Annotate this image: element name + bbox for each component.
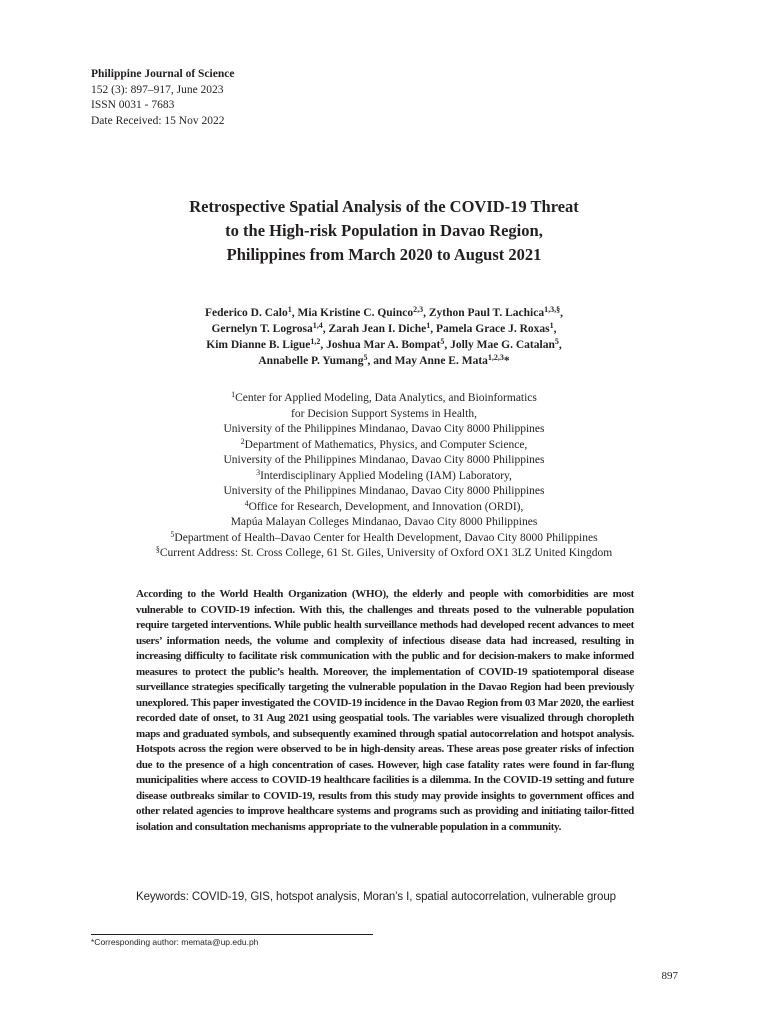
affiliation-line <box>0 484 768 500</box>
journal-issn: ISSN 0031 - 7683 <box>91 99 175 111</box>
affiliation-line <box>0 515 768 531</box>
author-name: Federico D. Calo <box>205 307 288 319</box>
title-line: Retrospective Spatial Analysis of the COVID-19 Threat <box>189 197 579 216</box>
affiliation-line <box>0 407 768 423</box>
author-separator: , <box>558 339 562 351</box>
affiliation-text: Center for Applied Modeling, Data Analytics, and Bioinformatics <box>235 392 537 404</box>
abstract-text: According to the World Health Organization (WHO), the elderly and people with comorbidities are most vulnerable to COVID-19 infection. With this, the challenges and threats posed to the vulnerable population require targeted interventions. While public health surveillance methods had developed recent advances to meet users’ information needs, the volume and complexity of infectious disease data had increased, resulting in increasing difficulty to facilitate risk communication with the public and for decision-makers to make informed measures to protect the public’s health. Moreover, the implementation of COVID-19 spatiotemporal disease surveillance strategies specifically targeting the vulnerable population in the Davao Region had been previously unexplored. This paper investigated the COVID-19 incidence in the Davao Region from 03 Mar 2020, the earliest recorded date of onset, to 31 Aug 2021 using geospatial tools. The variables were visualized through choropleth maps and graduated symbols, and subsequently examined through spatial autocorrelation and hotspot analysis. Hotspots across the region were observed to be in high-density areas. These areas pose greater risks of infection due to the presence of a high concentration of cases. However, high case fatality rates were found in far-flung municipalities where access to COVID-19 healthcare facilities is a dilemma. In the COVID-19 setting and future disease outbreaks similar to COVID-19, results from this study may provide insights to government offices and other related agencies to improve healthcare systems and programs such as providing and initiating tailor-fitted isolation and consultation mechanisms appropriate to the vulnerable population in a community. <box>136 588 634 833</box>
author-affiliation-marker: 5 <box>554 337 559 346</box>
author-name: Zython Paul T. Lachica <box>428 307 545 319</box>
affiliation-text: University of the Philippines Mindanao, Davao City 8000 Philippines <box>223 423 545 435</box>
author-affiliation-marker: 5 <box>363 353 368 362</box>
abstract <box>136 587 634 835</box>
author-affiliation-marker: 5 <box>440 337 445 346</box>
journal-name: Philippine Journal of Science <box>91 68 235 80</box>
page-number: 897 <box>661 970 678 982</box>
affiliation-list <box>0 391 768 562</box>
author-separator: , and <box>367 355 395 367</box>
affiliation-text: Current Address: St. Cross College, 61 St. Giles, University of Oxford OX1 3LZ United Kingdom <box>159 547 613 559</box>
author-line <box>0 353 768 369</box>
title-line: Philippines from March 2020 to August 2021 <box>226 245 542 264</box>
affiliation-marker: 5 <box>170 529 175 539</box>
journal-volume: 152 (3): 897–917, June 2023 <box>91 83 224 96</box>
author-name: Annabelle P. Yumang <box>258 355 364 367</box>
author-name: Mia Kristine C. Quinco <box>297 307 414 319</box>
affiliation-line <box>0 500 768 516</box>
affiliation-text: Department of Health–Davao Center for Health Development, Davao City 8000 Philippines <box>174 531 598 544</box>
author-separator: , <box>430 323 436 335</box>
keywords: Keywords: COVID-19, GIS, hotspot analysis, Moran’s I, spatial autocorrelation, vulnerable group <box>136 891 616 903</box>
affiliation-text: Department of Mathematics, Physics, and Computer Science, <box>244 438 528 451</box>
affiliation-text: University of the Philippines Mindanao, Davao City 8000 Philippines <box>223 454 545 466</box>
author-affiliation-marker: 2,3 <box>413 305 424 314</box>
affiliation-line <box>0 422 768 438</box>
author-separator: , <box>423 307 429 319</box>
author-affiliation-marker: 1,2,3 <box>487 353 504 362</box>
affiliation-text: Interdisciplinary Applied Modeling (IAM) Laboratory, <box>260 469 512 482</box>
affiliation-text: Office for Research, Development, and Innovation (ORDI), <box>248 500 524 513</box>
affiliation-text: Mapúa Malayan Colleges Mindanao, Davao City 8000 Philippines <box>230 516 538 528</box>
author-affiliation-marker: 1 <box>287 305 292 314</box>
affiliation-marker: 4 <box>244 498 249 508</box>
author-separator: , <box>444 339 451 351</box>
title-line: to the High-risk Population in Davao Region, <box>225 221 543 240</box>
affiliation-marker: 3 <box>256 467 261 477</box>
affiliation-line <box>0 453 768 469</box>
author-line <box>0 321 768 337</box>
author-affiliation-marker: 1 <box>426 321 431 330</box>
affiliation-marker: 2 <box>240 436 245 446</box>
author-affiliation-marker: 1,3,§ <box>544 305 561 314</box>
author-separator: , <box>291 307 298 319</box>
author-separator: , <box>320 339 327 351</box>
author-affiliation-marker: 1,4 <box>312 321 323 330</box>
affiliation-marker: § <box>155 545 160 554</box>
affiliation-line <box>0 438 768 454</box>
footnote-divider <box>91 934 373 935</box>
date-received: Date Received: 15 Nov 2022 <box>91 114 225 127</box>
author-list <box>0 305 768 369</box>
author-separator: , <box>322 323 329 335</box>
journal-header <box>91 67 234 129</box>
corresponding-author-footnote: *Corresponding author: memata@up.edu.ph <box>91 937 259 947</box>
affiliation-line <box>0 391 768 407</box>
author-name: Zarah Jean I. Diche <box>328 323 427 335</box>
author-separator: * <box>503 355 510 367</box>
affiliation-line <box>0 531 768 547</box>
author-affiliation-marker: 1,2 <box>310 337 321 346</box>
affiliation-line <box>0 546 768 562</box>
paper-title <box>0 195 768 267</box>
author-name: Pamela Grace J. Roxas <box>435 323 550 335</box>
affiliation-marker: 1 <box>231 390 236 399</box>
author-name: Jolly Mae G. Catalan <box>450 339 555 351</box>
author-separator: , <box>553 323 557 335</box>
author-name: Joshua Mar A. Bompat <box>326 339 441 351</box>
author-name: May Anne E. Mata <box>394 355 488 367</box>
author-name: Gernelyn T. Logrosa <box>211 323 313 335</box>
affiliation-text: University of the Philippines Mindanao, Davao City 8000 Philippines <box>223 485 545 497</box>
author-line <box>0 305 768 321</box>
author-separator: , <box>560 307 563 319</box>
author-affiliation-marker: 1 <box>549 321 554 330</box>
author-line <box>0 337 768 353</box>
affiliation-line <box>0 469 768 485</box>
affiliation-text: for Decision Support Systems in Health, <box>291 407 477 420</box>
author-name: Kim Dianne B. Ligue <box>206 339 311 351</box>
